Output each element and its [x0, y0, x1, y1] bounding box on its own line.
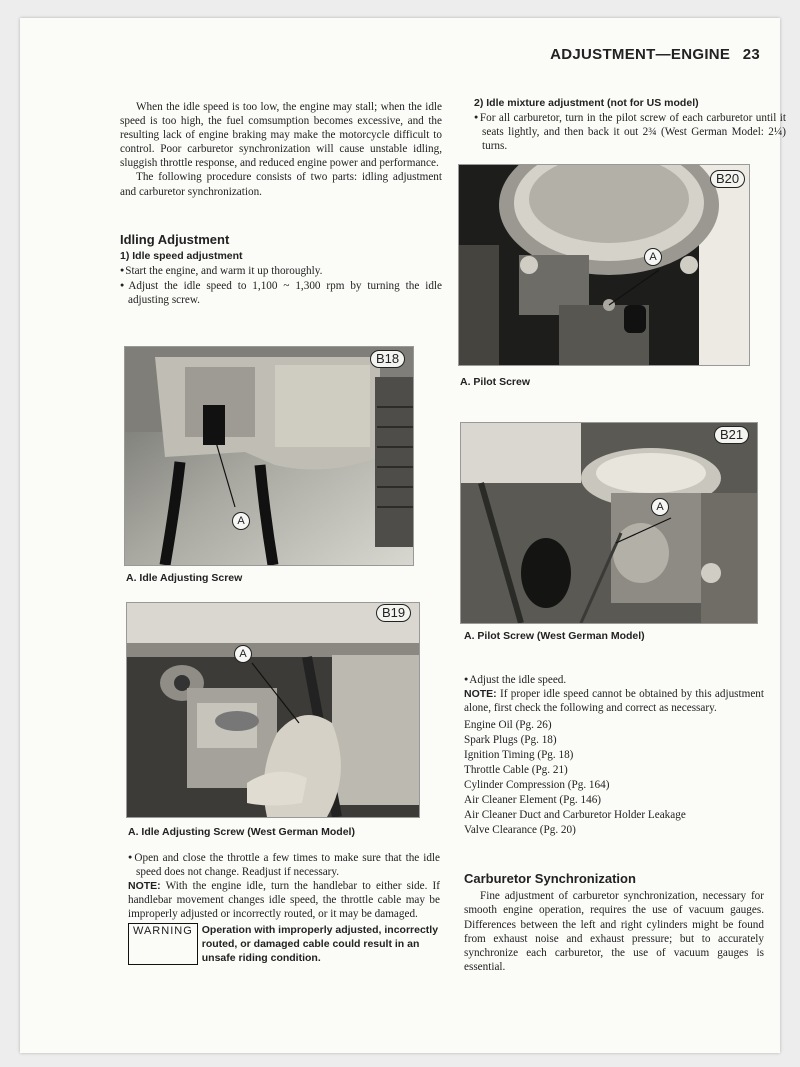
step-warm-up: ● Start the engine, and warm it up thoroughly. — [120, 263, 442, 278]
warning-label: WARNING — [128, 923, 198, 965]
note-idle-speed — [464, 687, 764, 715]
step-adjust-idle-speed: ● Adjust the idle speed. — [464, 672, 764, 687]
list-item: Throttle Cable (Pg. 21) — [464, 764, 568, 777]
photo-b19 — [126, 602, 420, 818]
step-throttle-check: ● Open and close the throttle a few times to make sure that the idle speed does not change. Readjust if necessary. — [128, 850, 440, 879]
list-item: Ignition Timing (Pg. 18) — [464, 749, 574, 762]
idling-adjustment-heading: Idling Adjustment — [120, 231, 230, 247]
checklist — [464, 718, 764, 838]
list-item: Spark Plugs (Pg. 18) — [464, 734, 557, 747]
figure-tag-b20: B20 — [710, 170, 745, 188]
list-item: Valve Clearance (Pg. 20) — [464, 824, 576, 837]
note-text-left: With the engine idle, turn the handlebar to either side. If handlebar movement changes idle speed, the throttle cable may be improperly adjusted or incorrectly routed, or it may be damaged. — [128, 880, 440, 921]
figure-tag-b19: B19 — [376, 604, 411, 622]
header-title: ADJUSTMENT—ENGINE — [550, 46, 731, 63]
figure-tag-b21: B21 — [714, 426, 749, 444]
list-item: Air Cleaner Element (Pg. 146) — [464, 794, 602, 807]
caption-b20: A. Pilot Screw — [460, 376, 531, 388]
left-lower-text — [128, 850, 440, 965]
callout-a-b19: A — [234, 645, 252, 663]
list-item: Air Cleaner Duct and Carburetor Holder Leakage — [464, 809, 686, 822]
caption-b21: A. Pilot Screw (West German Model) — [464, 630, 645, 642]
list-item: Engine Oil (Pg. 26) — [464, 719, 552, 732]
intro-paragraph: When the idle speed is too low, the engine may stall; when the idle speed is too high, the fuel comsumption becomes excessive, and the resulting lack of engine braking may make the motorcycle difficult to control. Poor carburetor synchronization will cause unstable idling, sluggish throttle response, and reduced engine power and performance. — [120, 101, 442, 170]
step-adjust-idle: ● Adjust the idle speed to 1,100 ~ 1,300 rpm by turning the idle adjusting screw. — [120, 278, 442, 307]
note-handlebar — [128, 879, 440, 921]
note-label-right: NOTE: — [464, 688, 497, 701]
idle-mixture-subheading: 2) Idle mixture adjustment (not for US model) — [474, 97, 699, 109]
callout-a-b18: A — [232, 512, 250, 530]
carburetor-sync-paragraph: Fine adjustment of carburetor synchronization, necessary for smooth engine operation, requires the use of vacuum gauges. Differences between the left and right cylinders might be found from exhaust noise and exhaust pressure; but to accurately synchronize each carburetor, the use of vacuum gauges is essential. — [464, 890, 764, 973]
idle-speed-subheading: 1) Idle speed adjustment — [120, 249, 243, 262]
note-label-left: NOTE: — [128, 880, 161, 893]
carburetor-sync-heading: Carburetor Synchronization — [464, 871, 636, 887]
procedure-paragraph: The following procedure consists of two parts: idling adjustment and carburetor synchronization. — [120, 171, 442, 198]
list-item: Cylinder Compression (Pg. 164) — [464, 779, 610, 792]
callout-a-b20: A — [644, 248, 662, 266]
photo-b21 — [460, 422, 758, 624]
manual-page — [20, 18, 787, 1053]
callout-a-b21: A — [651, 498, 669, 516]
warning-block — [128, 923, 440, 965]
right-column-top — [474, 96, 786, 153]
caption-b18: A. Idle Adjusting Screw — [126, 572, 243, 584]
figure-tag-b18: B18 — [370, 350, 405, 368]
warning-text: Operation with improperly adjusted, incorrectly routed, or damaged cable could result in an unsafe riding condition. — [201, 924, 439, 965]
page-number: 23 — [742, 46, 760, 63]
right-lower-text — [464, 672, 764, 974]
photo-b20 — [458, 164, 750, 366]
step-pilot-screw: ● For all carburetor, turn in the pilot screw of each carburetor until it seats lightly, and then back it out 2¾ (West German Model: 2¼) turns. — [474, 110, 786, 153]
note-text-right: If proper idle speed cannot be obtained by this adjustment alone, first check the following and correct as necessary. — [464, 688, 764, 715]
photo-b18 — [124, 346, 414, 566]
left-column — [120, 100, 442, 307]
page-header — [550, 46, 760, 63]
caption-b19: A. Idle Adjusting Screw (West German Model) — [128, 826, 355, 838]
